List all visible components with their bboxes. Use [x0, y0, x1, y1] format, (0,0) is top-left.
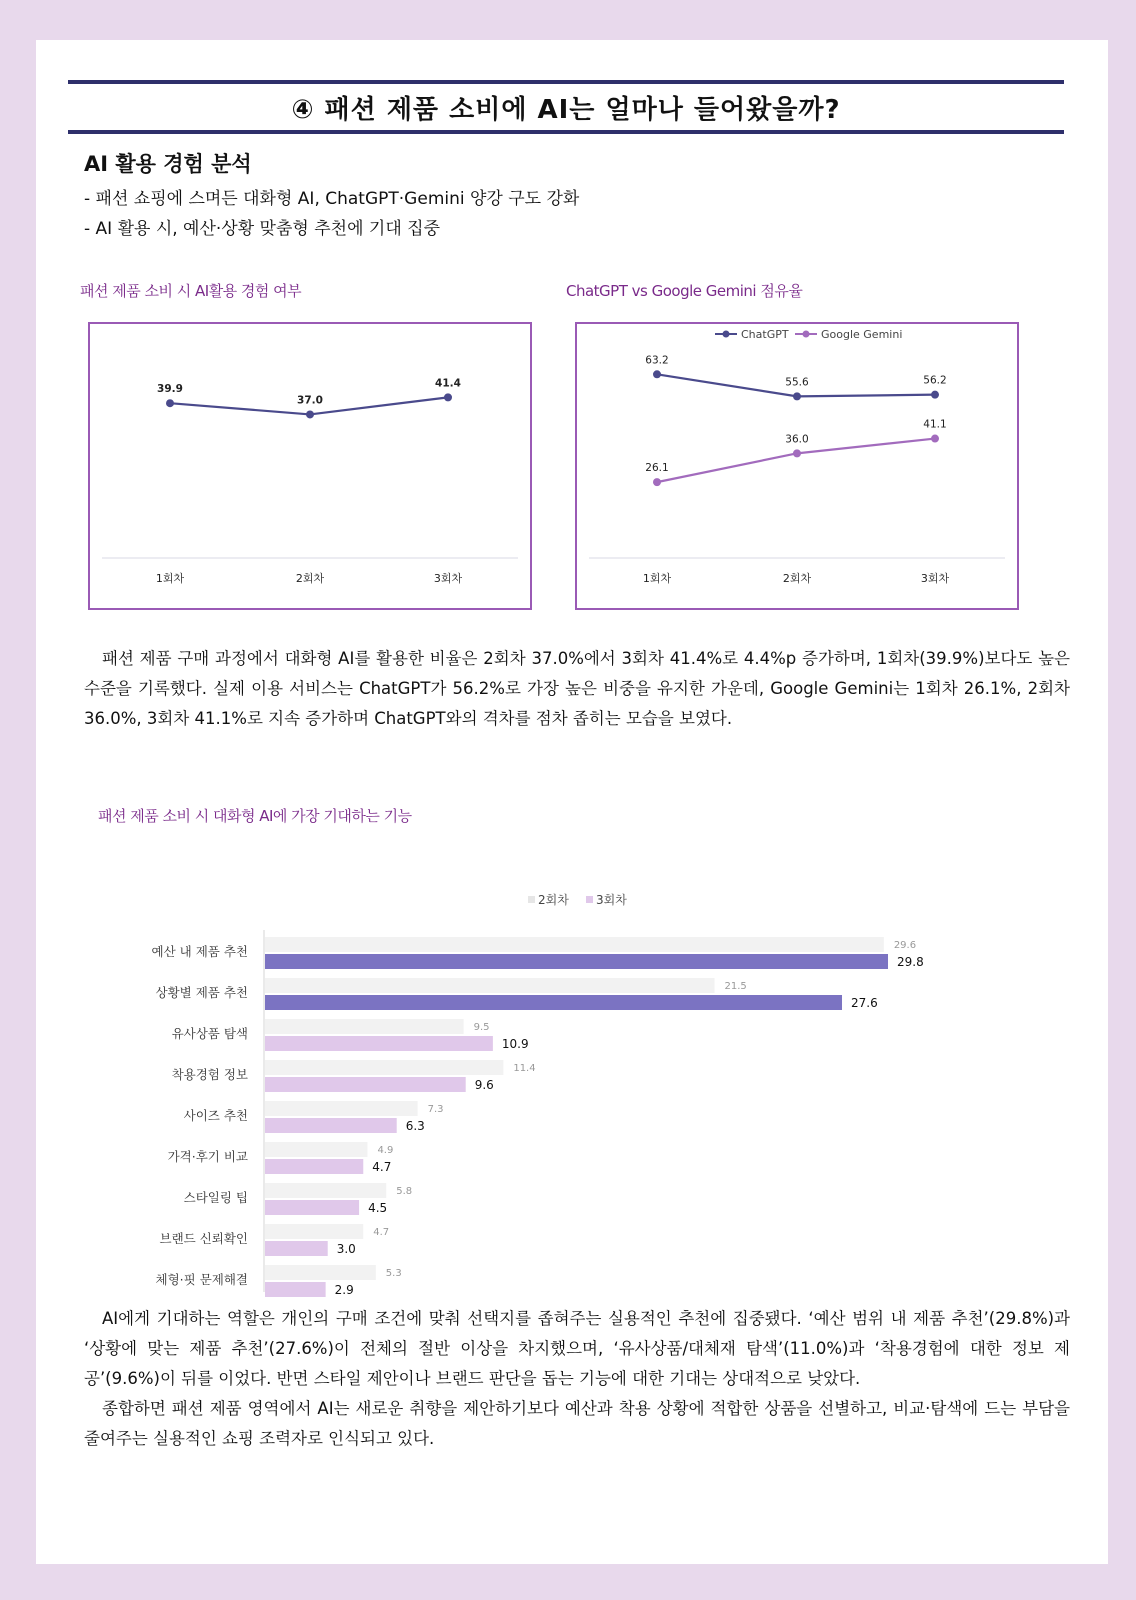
bar-label-2nd: 11.4 — [513, 1063, 536, 1074]
category-label: 스타일링 팁 — [183, 1190, 248, 1205]
legend-label: 2회차 — [538, 893, 569, 907]
legend-label: ChatGPT — [741, 328, 789, 341]
paragraph-2 — [84, 1304, 1070, 1454]
bar-3rd — [265, 1118, 397, 1133]
bar-2nd — [265, 1265, 376, 1280]
x-tick-label: 3회차 — [920, 572, 950, 585]
bar-label-2nd: 7.3 — [427, 1104, 444, 1115]
paragraph-2b: 종합하면 패션 제품 영역에서 AI는 새로운 취향을 제안하기보다 예산과 착용 상황에 적합한 상품을 선별하고, 비교·탐색에 드는 부담을 줄여주는 실용적인 쇼핑 조력자로 인식되고 있다. — [84, 1399, 1070, 1448]
bar-label-2nd: 29.6 — [893, 940, 917, 951]
data-label: 41.4 — [435, 377, 461, 390]
bar-3rd — [265, 1241, 328, 1256]
x-tick-label: 1회차 — [155, 572, 185, 585]
paragraph-2a: AI에게 기대하는 역할은 개인의 구매 조건에 맞춰 선택지를 좁혀주는 실용적인 추천에 집중됐다. ‘예산 범위 내 제품 추천’(29.8%)과 ‘상황에 맞는 제품 추천’(27.6%)이 전체의 절반 이상을 차지했으며, ‘유사상품/대체재 탐색’(11.0%)과 ‘착용경험에 대한 정보 제공’(9.6%)이 뒤를 이었다. 반면 스타일 제안이나 브랜드 판단을 돕는 기능에 대한 기대는 상대적으로 낮았다. — [84, 1309, 1070, 1388]
bar-label-3rd: 10.9 — [501, 1037, 529, 1051]
data-point — [166, 399, 174, 407]
data-label: 37.0 — [297, 394, 323, 407]
bar-3rd — [265, 1036, 493, 1051]
bar-label-2nd: 9.5 — [473, 1022, 490, 1033]
legend-label: 3회차 — [596, 893, 627, 907]
page-title: ④ 패션 제품 소비에 AI는 얼마나 들어왔을까? — [291, 94, 841, 125]
bar-label-2nd: 5.3 — [385, 1268, 402, 1279]
data-label: 56.2 — [923, 374, 947, 387]
bar-3rd — [265, 1282, 326, 1297]
data-point — [793, 449, 801, 457]
chart2-caption: ChatGPT vs Google Gemini 점유율 — [566, 282, 803, 300]
bar-3rd — [265, 1077, 466, 1092]
category-label: 착용경험 정보 — [171, 1067, 248, 1082]
bar-2nd — [265, 978, 714, 993]
bar-2nd — [265, 1060, 503, 1075]
chart2-frame — [575, 322, 1019, 610]
expected-features-bar-chart — [76, 846, 976, 1297]
category-label: 브랜드 신뢰확인 — [159, 1231, 248, 1246]
legend-swatch — [528, 896, 535, 903]
bar-label-2nd: 21.5 — [724, 981, 747, 992]
data-label: 26.1 — [645, 462, 669, 475]
data-label: 41.1 — [923, 418, 947, 431]
bar-2nd — [265, 1101, 418, 1116]
category-label: 예산 내 제품 추천 — [151, 944, 248, 959]
data-point — [653, 370, 661, 378]
category-label: 유사상품 탐색 — [171, 1026, 248, 1041]
x-tick-label: 1회차 — [642, 572, 672, 585]
x-tick-label: 2회차 — [782, 572, 812, 585]
category-label: 체형·핏 문제해결 — [155, 1272, 248, 1287]
section-heading: AI 활용 경험 분석 — [84, 152, 252, 176]
legend-marker — [723, 331, 730, 338]
x-tick-label: 3회차 — [433, 572, 463, 585]
chart3-caption: 패션 제품 소비 시 대화형 AI에 가장 기대하는 기능 — [98, 807, 412, 825]
bar-label-2nd: 4.9 — [377, 1145, 394, 1156]
bar-label-2nd: 4.7 — [373, 1227, 390, 1238]
paragraph-1: 패션 제품 구매 과정에서 대화형 AI를 활용한 비율은 2회차 37.0%에서 3회차 41.4%로 4.4%p 증가하며, 1회차(39.9%)보다도 높은 수준을 기록했다. 실제 이용 서비스는 ChatGPT가 56.2%로 가장 높은 비중을 유지한 가운데, Google Gemini는 1회차 26.1%, 2회차 36.0%, 3회차 41.1%로 지속 증가하며 ChatGPT와의 격차를 점차 좁히는 모습을 보였다. — [84, 649, 1070, 728]
bar-2nd — [265, 937, 884, 952]
bullet-item: - AI 활용 시, 예산·상황 맞춤형 추천에 기대 집중 — [84, 219, 440, 239]
bar-3rd — [265, 1159, 363, 1174]
bar-label-2nd: 5.8 — [396, 1186, 413, 1197]
legend-label: Google Gemini — [821, 328, 903, 341]
category-label: 가격·후기 비교 — [167, 1149, 248, 1164]
bar-label-3rd: 3.0 — [336, 1242, 356, 1256]
chart1-frame — [88, 322, 532, 610]
data-point — [931, 435, 939, 443]
data-point — [444, 393, 452, 401]
data-point — [793, 392, 801, 400]
bar-label-3rd: 6.3 — [405, 1119, 425, 1133]
data-label: 63.2 — [645, 354, 669, 367]
data-point — [306, 410, 314, 418]
ai-usage-line-chart — [90, 324, 530, 608]
bar-label-3rd: 2.9 — [334, 1283, 354, 1297]
bar-2nd — [265, 1142, 367, 1157]
bar-label-3rd: 4.5 — [368, 1201, 388, 1215]
bullet-list — [84, 184, 579, 244]
data-label: 55.6 — [785, 376, 809, 389]
data-label: 39.9 — [157, 383, 183, 396]
data-point — [931, 391, 939, 399]
bar-2nd — [265, 1019, 464, 1034]
bar-3rd — [265, 1200, 359, 1215]
bar-2nd — [265, 1183, 386, 1198]
report-page — [36, 40, 1108, 1564]
bar-label-3rd: 29.8 — [897, 955, 924, 969]
title-bar — [68, 80, 1064, 134]
legend-swatch — [586, 896, 593, 903]
chatgpt-gemini-line-chart — [577, 324, 1017, 608]
bar-label-3rd: 27.6 — [851, 996, 878, 1010]
category-label: 사이즈 추천 — [183, 1108, 248, 1123]
bar-label-3rd: 4.7 — [372, 1160, 392, 1174]
chart1-caption: 패션 제품 소비 시 AI활용 경험 여부 — [80, 282, 302, 300]
data-label: 36.0 — [785, 433, 809, 446]
bar-3rd — [265, 995, 842, 1010]
legend-marker — [803, 331, 810, 338]
bar-label-3rd: 9.6 — [474, 1078, 494, 1092]
bar-2nd — [265, 1224, 363, 1239]
x-tick-label: 2회차 — [295, 572, 325, 585]
bar-3rd — [265, 954, 888, 969]
category-label: 상황별 제품 추천 — [155, 985, 248, 1000]
bullet-item: - 패션 쇼핑에 스며든 대화형 AI, ChatGPT·Gemini 양강 구도 강화 — [84, 189, 580, 209]
data-point — [653, 478, 661, 486]
